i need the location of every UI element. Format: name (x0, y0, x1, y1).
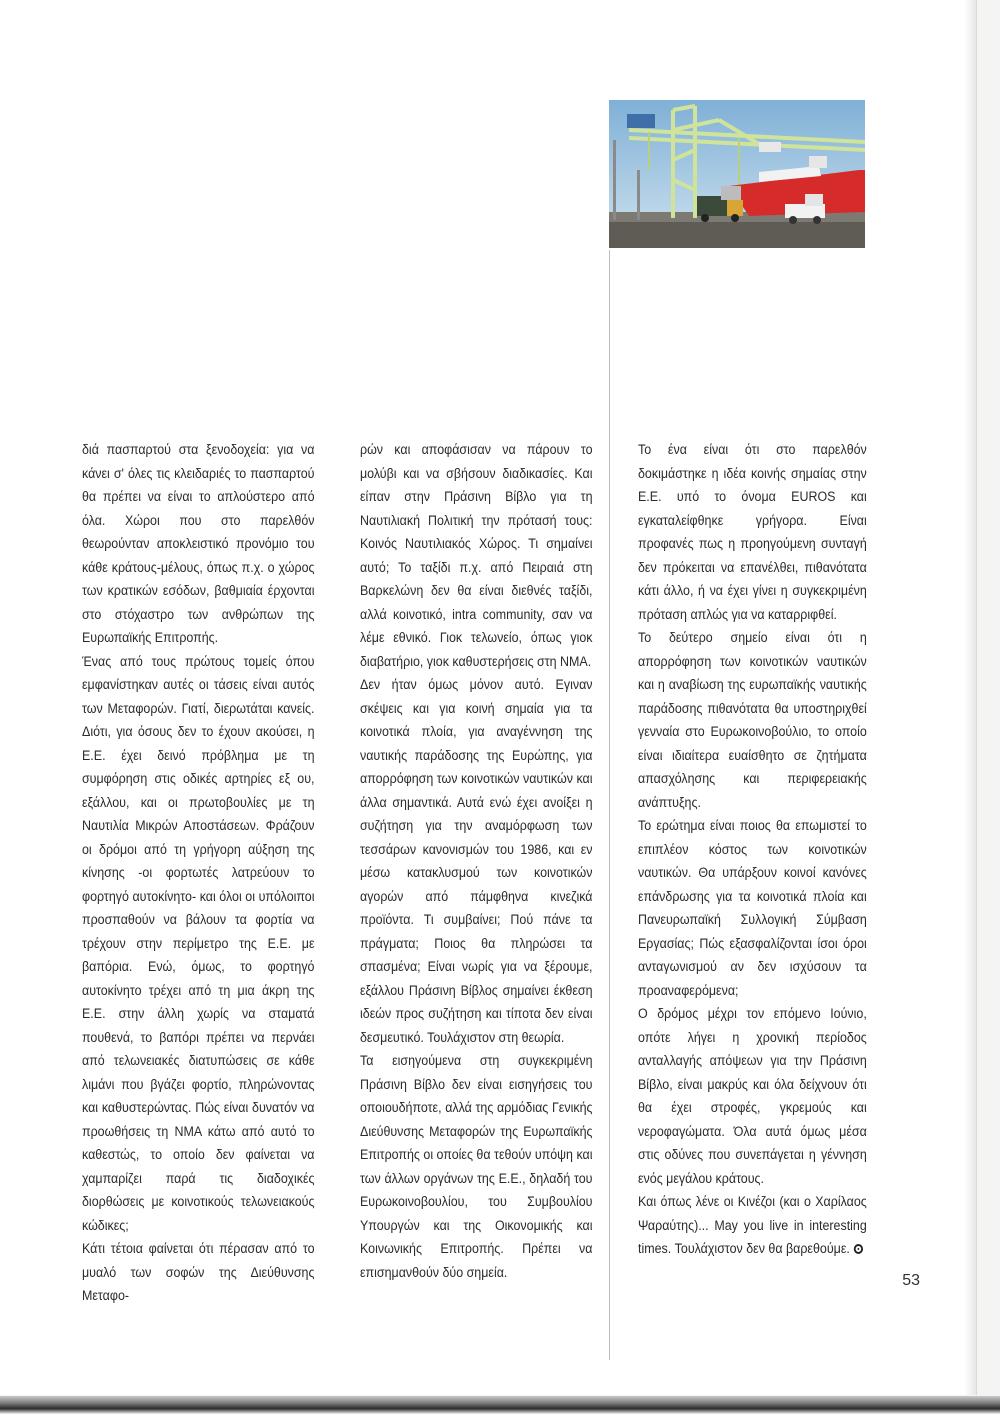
page-spine-shadow (964, 0, 976, 1395)
article-column-2 (360, 438, 593, 1284)
paragraph: Τα εισηγούμενα στη συγκεκριμένη Πράσινη Βίβλο δεν είναι εισηγήσεις του οποιουδήποτε, αλλά της αρμόδιας Γενικής Διεύθυνσης Μεταφορών της Ευρωπαϊκής Επιτροπής οι οποίες θα τεθούν υπόψη και των άλλων οργάνων της Ε.Ε., δηλαδή του Ευρωκοινοβουλίου, του Συμβουλίου Υπουργών και της Οικονομικής και Κοινωνικής Επιτροπής. Πρέπει να επισημανθούν δύο σημεία. (360, 1053, 593, 1280)
photo-illustration (609, 100, 865, 248)
paragraph: Ο δρόμος μέχρι τον επόμενο Ιούνιο, οπότε λήγει η χρονική περίοδος ανταλλαγής απόψεων για την Πράσινη Βίβλο, είναι μακρύς και όλα δείχνουν ότι θα έχει στροφές, γκρεμούς και νεροφαγώματα. Όλα αυτά όμως μέσα στις οδύνες που συνεπάγεται η γέννηση ενός μεγάλου κράτους. (638, 1006, 867, 1186)
paragraph: Το ερώτημα είναι ποιος θα επωμιστεί το επιπλέον κόστος των κοινοτικών ναυτικών. Θα υπάρξουν κοινοί κανόνες επάνδρωσης για τα κοινοτικά πλοία και Πανευρωπαϊκή Συλλογική Σύμβαση Εργασίας; Πώς εξασφαλίζονται ίσοι όροι ανταγωνισμού αν δεν ισχύσουν τα προαναφερόμενα; (638, 818, 867, 998)
scan-bottom-edge (0, 1396, 1000, 1414)
paragraph: Ένας από τους πρώτους τομείς όπου εμφανίστηκαν αυτές οι τάσεις είναι αυτός των Μεταφορών. Γιατί, διερωτάται κανείς. Διότι, για όσους δεν το έχουν ακούσει, η Ε.Ε. έχει δεινό πρόβλημα με τη συμφόρηση στις οδικές αρτηρίες εξ ου, εξάλλου, και οι πρωτοβουλίες με τη Ναυτιλία Μικρών Αποστάσεων. Φράζουν οι δρόμοι από τη γρήγορη αύξηση της κίνησης -οι φορτωτές λατρεύουν το φορτηγό αυτοκίνητο- και όλοι οι υπόλοιποι προσπαθούν να βάλουν τα φορτία να τρέχουν στην περίμετρο της Ε.Ε. με βαπόρια. Ενώ, όμως, το φορτηγό αυτοκίνητο τρέχει από τη μια άκρη της Ε.Ε. στην άλλη χωρίς να σταματά πουθενά, το βαπόρι πρέπει να περνάει από τελωνειακές διατυπώσεις σε κάθε λιμάνι που βγάζει φορτίο, πληρώνοντας και καθυστερώντας. Πώς είναι δυνατόν να προωθήσεις τη ΝΜΑ κάτω από αυτό το καθεστώς, το οποίο δεν φαίνεται να χαμπαρίζει παρά τις διαδοχικές διορθώσεις με κοινοτικούς τελωνειακούς κώδικες; (82, 653, 315, 1233)
article-column-1 (82, 438, 315, 1308)
paragraph: Το δεύτερο σημείο είναι ότι η απορρόφηση των κοινοτικών ναυτικών και η αναβίωση της ευρωπαϊκής ναυτικής παράδοσης πιθανότατα θα υποστηριχθεί γενναία στο Ευρωκοινοβούλιο, το οποίο είναι ιδιαίτερα ευαίσθητο σε ζητήματα απασχόλησης και περιφερειακής ανάπτυξης. (638, 630, 867, 810)
paragraph: Δεν ήταν όμως μόνον αυτό. Εγιναν σκέψεις και για κοινή σημαία για τα κοινοτικά πλοία, για αναγέννηση της ναυτικής παράδοσης της Ευρώπης, για απορρόφηση των κοινοτικών ναυτικών και άλλα σημαντικά. Αυτά ενώ έχει ανοίξει η συζήτηση για την αναμόρφωση των τεσσάρων κανονισμών του 1986, και εν μέσω κατακλυσμού των κοινοτικών αγορών από πάμφθηνα κινεζικά προϊόντα. Τι συμβαίνει; Πού πάνε τα πράγματα; Ποιος θα πληρώσει τα σπασμένα; Είναι νωρίς για να ξέρουμε, εξάλλου Πράσινη Βίβλος σημαίνει έκθεση ιδεών προς συζήτηση και τίποτα δεν είναι δεσμευτικό. Τουλάχιστον στη θεωρία. (360, 677, 593, 1045)
end-of-article-icon (854, 1244, 863, 1254)
article-column-3 (638, 438, 867, 1261)
paragraph: ρών και αποφάσισαν να πάρουν το μολύβι και να σβήσουν διαδικασίες. Και είπαν στην Πράσινη Βίβλο για τη Ναυτιλιακή Πολιτική την πρότασή τους: Κοινός Ναυτιλιακός Χώρος. Τι σημαίνει αυτό; Το ταξίδι π.χ. από Πειραιά στη Βαρκελώνη δεν θα είναι διεθνές ταξίδι, αλλά κοινοτικό, intra community, σαν να λέμε εθνικό. Γιοκ τελωνείο, όπως γιοκ διαβατήριο, γιοκ καθυστερήσεις στη ΝΜΑ. (360, 442, 593, 669)
paragraph: Κάτι τέτοια φαίνεται ότι πέρασαν από το μυαλό των σοφών της Διεύθυνσης Μεταφο- (82, 1241, 315, 1303)
closing-text: Και όπως λένε οι Κινέζοι (και ο Χαρίλαος Ψαραύτης)... May you live in interesting times. Τουλάχιστον δεν θα βαρεθούμε. (638, 1194, 867, 1256)
column-divider (609, 250, 610, 1360)
paragraph: Το ένα είναι ότι στο παρελθόν δοκιμάστηκε η ιδέα κοινής σημαίας στην Ε.Ε. υπό το όνομα EUROS και εγκαταλείφθηκε γρήγορα. Είναι προφανές πως η προηγούμενη συνταγή δεν πρόκειται να επανέλθει, πιθανότατα κάτι άλλο, ή να έχει γίνει η συγκεκριμένη πρόταση απλώς για να καταρριφθεί. (638, 442, 867, 622)
page-number: 53 (902, 1272, 920, 1289)
port-crane-photo (609, 100, 865, 248)
closing-paragraph (638, 1190, 867, 1261)
paragraph: διά πασπαρτού στα ξενοδοχεία: για να κάνει σ' όλες τις κλειδαριές το πασπαρτού θα πρέπει να είναι το απλούστερο από όλα. Χώροι που στο παρελθόν θεωρούνταν αποκλειστικό προνόμιο του κάθε κράτους-μέλους, όπως π.χ. ο χώρος των κρατικών εσόδων, βαθμιαία έρχονται στο στόχαστρο των ανθρώπων της Ευρωπαϊκής Επιτροπής. (82, 442, 315, 645)
